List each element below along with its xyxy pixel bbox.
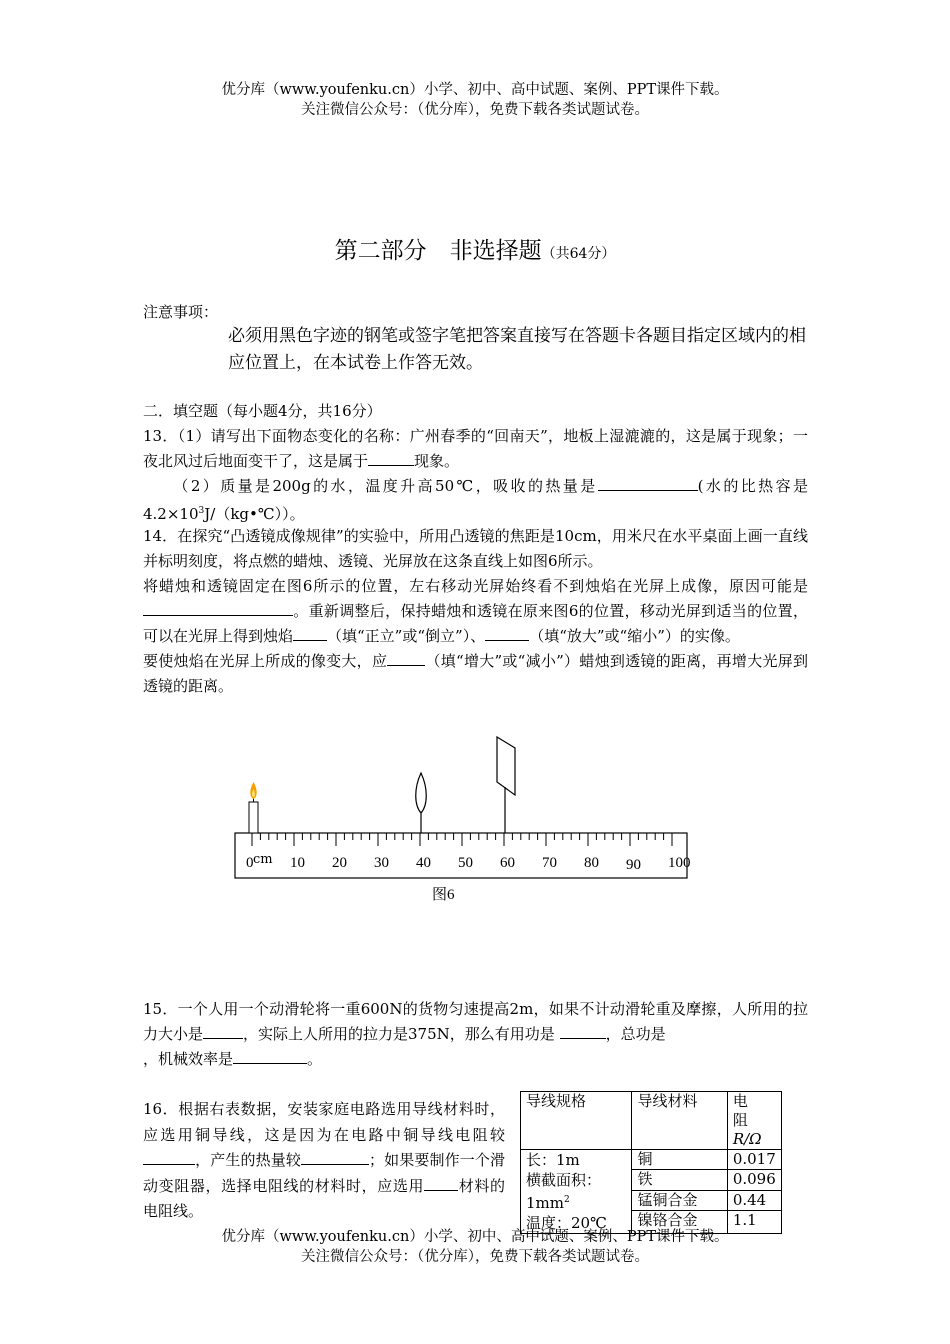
value-cell: 1.1 [727,1211,781,1234]
q15-text-c: ，总功是 [605,1025,666,1043]
q13-exponent: 3 [198,506,205,516]
table-header-row [521,1092,782,1150]
material-cell: 锰铜合金 [632,1190,727,1210]
ruler-tick-label: 10 [290,855,305,871]
notice-text: 必须用黑色字迹的钢笔或签字笔把答案直接写在答题卡各题目指定区域内的相应位置上，在本试卷上作答无效。 [228,326,806,373]
q16-text-a: 16．根据右表数据，安装家庭电路选用导线材料时，应选用铜导线，这是因为在电路中铜导线电阻较 [143,1100,505,1144]
ruler-tick-label: 60 [500,855,515,871]
value-cell: 0.096 [727,1170,781,1190]
value-cell: 0.44 [727,1190,781,1210]
spec-area-exponent: 2 [564,1195,570,1205]
footer [0,1227,950,1267]
material-cell: 镍铬合金 [632,1211,727,1234]
q13-text-2d: J/（kg•℃））。 [204,505,305,523]
question-16 [143,1097,505,1225]
figure-caption: 图6 [432,887,455,903]
table-header-spec: 导线规格 [521,1092,632,1150]
section-title-score: （共64分） [541,246,616,262]
value-cell: 0.017 [727,1150,781,1170]
part-heading: 二．填空题（每小题4分，共16分） [143,402,382,420]
question-15 [143,997,808,1072]
q16-blank-1[interactable] [143,1148,195,1165]
ruler-unit: cm [253,852,273,867]
table-row [521,1150,782,1170]
section-title-main: 第二部分 非选择题 [334,238,542,264]
candle [249,782,258,833]
q14-text-3b: （填“增大”或“减小”）蜡烛到透镜的距离，再增大光屏到透镜的距离。 [143,652,808,695]
ruler-tick-label: 50 [458,855,473,871]
q15-text-d: ，机械效率是 [143,1050,234,1068]
spec-temperature: 温度：20℃ [526,1214,607,1232]
ruler-tick-labels [246,855,691,873]
q16-text-b: ，产生的热量较 [195,1151,301,1169]
spec-area [526,1190,626,1213]
table-header-resistance [727,1092,781,1150]
q14-text-3a: 要使烛焰在光屏上所成的像变大，应 [143,652,388,670]
q13-text-2: （2）质量是200g的水，温度升高50℃，吸收的热量是 [171,477,598,495]
resistance-table [520,1091,782,1234]
q13-text-2b: (水的比热容是 [697,477,808,495]
q16-text-d: 材料的电阻线。 [143,1176,505,1220]
ruler-ticks [252,833,672,846]
convex-lens [416,773,427,833]
q15-text-e: 。 [307,1050,323,1068]
footer-line-1: 优分库（www.youfenku.cn）小学、初中、高中试题、案例、PPT课件下载。 [221,1229,729,1245]
ruler-tick-label: 20 [332,855,347,871]
footer-line-2: 关注微信公众号：（优分库），免费下载各类试题试卷。 [301,1249,649,1265]
q14-text-2d: （填“放大”或“缩小”）的实像。 [529,627,740,645]
material-cell: 铁 [632,1170,727,1190]
ruler-tick-label: 90 [626,857,641,873]
q14-text-2c: （填“正立”或“倒立”）、 [327,627,486,645]
q16-blank-3[interactable] [424,1174,458,1191]
q13-text-1b: 现象；一夜北风过后地面变干了，这是属于 [143,427,808,470]
q13-text-1c: 现象。 [414,452,460,470]
ruler-tick-label: 70 [542,855,557,871]
ruler-tick-label: 0 [246,855,254,871]
q15-text-b: ，实际上人所用的拉力是375N，那么有用功是 [243,1025,555,1043]
table-spec-cell [521,1150,632,1234]
material-cell: 铜 [632,1150,727,1170]
q16-blank-2[interactable] [301,1148,369,1165]
header-line-1: 优分库（www.youfenku.cn）小学、初中、高中试题、案例、PPT课件下载。 [221,82,729,98]
table-header-resistance-label: 电 阻 [732,1092,763,1129]
ruler-tick-label: 80 [584,855,599,871]
q14-line-1: 14．在探究“凸透镜成像规律”的实验中，所用凸透镜的焦距是10cm，用米尺在水平桌面上画一直线并标明刻度，将点燃的蜡烛、透镜、光屏放在这条直线上如图6所示。 [143,527,808,570]
spec-area-value: 1mm [526,1194,564,1212]
q14-text-2a: 将蜡烛和透镜固定在图6所示的位置，左右移动光屏始终看不到烛焰在光屏上成像，原因可能是 [143,577,808,595]
q15-text-a: 15．一个人用一个动滑轮将一重600N的货物匀速提高2m，如果不计动滑轮重及摩擦，人所用的拉力大小是 [143,1000,808,1043]
light-screen [497,737,515,833]
q13-text-2c: 4.2×10 [143,505,199,523]
q14-text-2b: 。重新调整后，保持蜡烛和透镜在原来图6的位置，移动光屏到适当的位置，可以在光屏上得到烛焰 [143,602,808,645]
ruler-tick-label: 30 [374,855,389,871]
header-line-2: 关注微信公众号：（优分库），免费下载各类试题试卷。 [301,102,649,118]
ruler-tick-label: 100 [668,855,691,871]
table-header-material: 导线材料 [632,1092,727,1150]
q13-text-1: 13．（1）请写出下面物态变化的名称：广州春季的“回南天”，地板上湿漉漉的，这是属于 [143,427,748,445]
q15-blank-1[interactable] [203,1022,243,1039]
q16-text-c: ；如果要制作一个滑动变阻器，选择电阻线的材料时，应选用 [143,1151,505,1195]
notice-label: 注意事项： [143,303,219,321]
spec-length: 长：1m [526,1151,580,1169]
q15-blank-4[interactable] [233,1047,307,1064]
ruler-tick-label: 40 [416,855,431,871]
spec-area-label: 横截面积： [526,1171,602,1189]
table-header-resistance-unit: R/Ω [732,1130,762,1148]
q15-blank-2[interactable] [560,1022,606,1039]
